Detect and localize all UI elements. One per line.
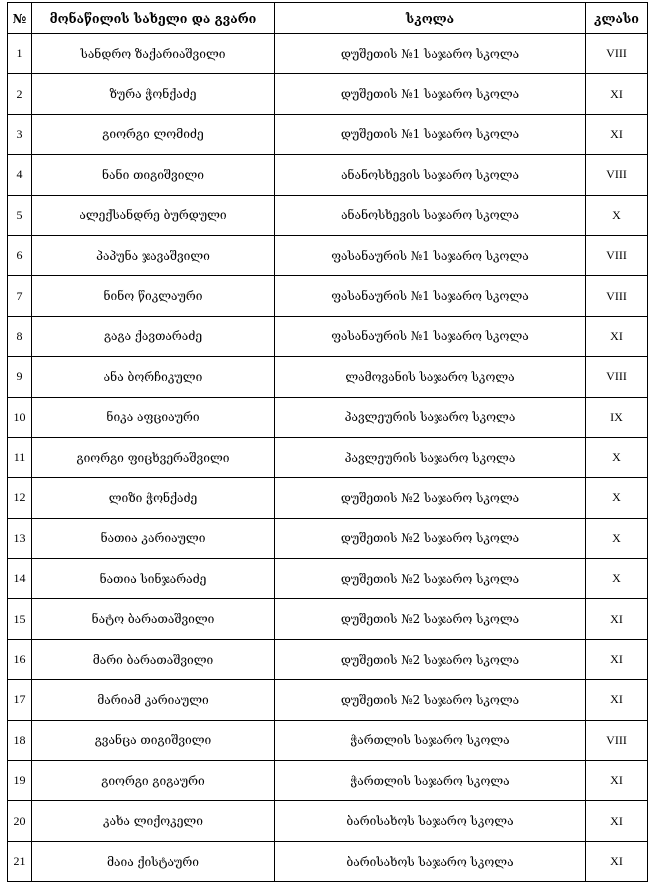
participant-name: ნათია კარიაული xyxy=(32,518,275,558)
table-row xyxy=(8,761,648,801)
row-number: 19 xyxy=(8,761,32,801)
row-number: 11 xyxy=(8,437,32,477)
grade-value: XI xyxy=(586,761,648,801)
participant-name: გიორგი ლომიძე xyxy=(32,114,275,154)
row-number: 1 xyxy=(8,34,32,74)
school-name: ანანოსხევის საჯარო სკოლა xyxy=(275,155,586,195)
table-row xyxy=(8,437,648,477)
row-number: 6 xyxy=(8,235,32,275)
table-row xyxy=(8,195,648,235)
row-number: 17 xyxy=(8,680,32,720)
table-row xyxy=(8,316,648,356)
row-number: 3 xyxy=(8,114,32,154)
school-name: ანანოსხევის საჯარო სკოლა xyxy=(275,195,586,235)
table-row xyxy=(8,276,648,316)
table-row xyxy=(8,599,648,639)
school-name: დუშეთის №2 საჯარო სკოლა xyxy=(275,599,586,639)
header-number: № xyxy=(8,3,32,34)
table-row xyxy=(8,478,648,518)
row-number: 16 xyxy=(8,639,32,679)
table-row xyxy=(8,235,648,275)
participant-name: სანდრო ზაქარიაშვილი xyxy=(32,34,275,74)
table-row xyxy=(8,518,648,558)
row-number: 8 xyxy=(8,316,32,356)
table-row xyxy=(8,397,648,437)
grade-value: XI xyxy=(586,599,648,639)
school-name: ჭართლის საჯარო სკოლა xyxy=(275,761,586,801)
table-header xyxy=(8,3,648,34)
participant-name: გაგა ქავთარაძე xyxy=(32,316,275,356)
school-name: პავლეურის საჯარო სკოლა xyxy=(275,437,586,477)
grade-value: X xyxy=(586,195,648,235)
participant-name: ნატო ბარათაშვილი xyxy=(32,599,275,639)
row-number: 5 xyxy=(8,195,32,235)
participant-name: ალექსანდრე ბურდული xyxy=(32,195,275,235)
row-number: 10 xyxy=(8,397,32,437)
table-row xyxy=(8,801,648,841)
grade-value: VIII xyxy=(586,357,648,397)
participant-name: ზურა ჭონქაძე xyxy=(32,74,275,114)
school-name: ჭართლის საჯარო სკოლა xyxy=(275,720,586,760)
row-number: 18 xyxy=(8,720,32,760)
participant-name: ლიზი ჭონქაძე xyxy=(32,478,275,518)
table-row xyxy=(8,559,648,599)
participant-name: გიორგი გიგაური xyxy=(32,761,275,801)
table-row xyxy=(8,841,648,881)
row-number: 2 xyxy=(8,74,32,114)
table-body xyxy=(8,34,648,882)
row-number: 15 xyxy=(8,599,32,639)
school-name: ბარისახოს საჯარო სკოლა xyxy=(275,841,586,881)
table-row xyxy=(8,357,648,397)
participant-name: ნიკა აფციაური xyxy=(32,397,275,437)
row-number: 21 xyxy=(8,841,32,881)
participants-table xyxy=(7,2,648,882)
grade-value: VIII xyxy=(586,34,648,74)
participant-name: მარი ბარათაშვილი xyxy=(32,639,275,679)
header-row xyxy=(8,3,648,34)
participant-name: ანა ბორჩიკული xyxy=(32,357,275,397)
row-number: 12 xyxy=(8,478,32,518)
participant-name: ნათია სინჯარაძე xyxy=(32,559,275,599)
row-number: 7 xyxy=(8,276,32,316)
school-name: დუშეთის №2 საჯარო სკოლა xyxy=(275,680,586,720)
participant-name: პაპუნა ჯავაშვილი xyxy=(32,235,275,275)
grade-value: X xyxy=(586,518,648,558)
grade-value: XI xyxy=(586,74,648,114)
participant-name: მარიამ კარიაული xyxy=(32,680,275,720)
grade-value: XI xyxy=(586,841,648,881)
row-number: 14 xyxy=(8,559,32,599)
grade-value: X xyxy=(586,559,648,599)
table-row xyxy=(8,34,648,74)
grade-value: VIII xyxy=(586,720,648,760)
participant-name: მაია ქისტაური xyxy=(32,841,275,881)
participant-name: ნინო წიკლაური xyxy=(32,276,275,316)
table-row xyxy=(8,74,648,114)
school-name: ფასანაურის №1 საჯარო სკოლა xyxy=(275,316,586,356)
grade-value: XI xyxy=(586,316,648,356)
header-grade: კლასი xyxy=(586,3,648,34)
grade-value: XI xyxy=(586,680,648,720)
participant-name: კახა ლიქოკელი xyxy=(32,801,275,841)
participant-name: გვანცა თიგიშვილი xyxy=(32,720,275,760)
grade-value: XI xyxy=(586,114,648,154)
participant-name: გიორგი ფიცხვერაშვილი xyxy=(32,437,275,477)
school-name: დუშეთის №1 საჯარო სკოლა xyxy=(275,114,586,154)
row-number: 9 xyxy=(8,357,32,397)
grade-value: VIII xyxy=(586,155,648,195)
participant-name: ნანი თიგიშვილი xyxy=(32,155,275,195)
grade-value: X xyxy=(586,478,648,518)
header-name: მონაწილის სახელი და გვარი xyxy=(32,3,275,34)
grade-value: XI xyxy=(586,639,648,679)
header-school: სკოლა xyxy=(275,3,586,34)
table-row xyxy=(8,639,648,679)
school-name: ბარისახოს საჯარო სკოლა xyxy=(275,801,586,841)
row-number: 4 xyxy=(8,155,32,195)
table-row xyxy=(8,114,648,154)
school-name: დუშეთის №2 საჯარო სკოლა xyxy=(275,518,586,558)
grade-value: XI xyxy=(586,801,648,841)
table-row xyxy=(8,155,648,195)
grade-value: VIII xyxy=(586,276,648,316)
row-number: 13 xyxy=(8,518,32,558)
school-name: ფასანაურის №1 საჯარო სკოლა xyxy=(275,276,586,316)
school-name: დუშეთის №2 საჯარო სკოლა xyxy=(275,639,586,679)
grade-value: X xyxy=(586,437,648,477)
school-name: დუშეთის №2 საჯარო სკოლა xyxy=(275,478,586,518)
row-number: 20 xyxy=(8,801,32,841)
school-name: პავლეურის საჯარო სკოლა xyxy=(275,397,586,437)
school-name: დუშეთის №2 საჯარო სკოლა xyxy=(275,559,586,599)
school-name: ფასანაურის №1 საჯარო სკოლა xyxy=(275,235,586,275)
table-row xyxy=(8,680,648,720)
school-name: ლამოვანის საჯარო სკოლა xyxy=(275,357,586,397)
table-row xyxy=(8,720,648,760)
school-name: დუშეთის №1 საჯარო სკოლა xyxy=(275,74,586,114)
grade-value: IX xyxy=(586,397,648,437)
grade-value: VIII xyxy=(586,235,648,275)
school-name: დუშეთის №1 საჯარო სკოლა xyxy=(275,34,586,74)
